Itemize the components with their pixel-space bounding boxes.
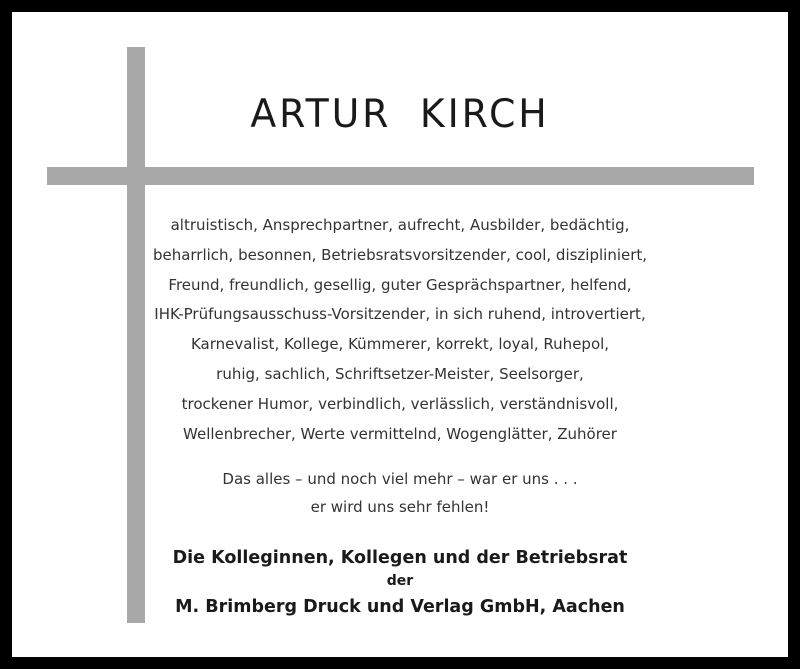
traits-line: Karnevalist, Kollege, Kümmerer, korrekt, loyal, Ruhepol, bbox=[190, 335, 610, 354]
traits-line: ruhig, sachlich, Schriftsetzer-Meister, Seelsorger, bbox=[216, 364, 584, 383]
closing-text bbox=[12, 465, 788, 521]
traits-line: Freund, freundlich, gesellig, guter Gesprächspartner, helfend, bbox=[168, 275, 632, 294]
signature-line-company: M. Brimberg Druck und Verlag GmbH, Aachen bbox=[175, 597, 625, 617]
traits-line: beharrlich, besonnen, Betriebsratsvorsitzender, cool, diszipliniert, bbox=[152, 245, 648, 264]
traits-line: Wellenbrecher, Werte vermittelnd, Wogenglätter, Zuhörer bbox=[183, 424, 617, 443]
cross-horizontal-bar bbox=[47, 167, 754, 185]
traits-list bbox=[12, 211, 788, 449]
closing-line: Das alles – und noch viel mehr – war er uns . . . bbox=[222, 470, 578, 488]
signature-block bbox=[12, 546, 788, 622]
traits-line: altruistisch, Ansprechpartner, aufrecht, Ausbilder, bedächtig, bbox=[170, 216, 630, 234]
closing-line: er wird uns sehr fehlen! bbox=[310, 498, 490, 516]
traits-line: IHK-Prüfungsausschuss-Vorsitzender, in sich ruhend, introvertiert, bbox=[154, 305, 646, 324]
deceased-name: ARTUR KIRCH bbox=[250, 92, 550, 137]
signature-line-colleagues: Die Kolleginnen, Kollegen und der Betriebsrat bbox=[172, 548, 628, 568]
traits-line: trockener Humor, verbindlich, verlässlich, verständnisvoll, bbox=[181, 394, 619, 413]
obituary-notice bbox=[12, 12, 788, 657]
signature-line-der: der bbox=[386, 573, 414, 589]
